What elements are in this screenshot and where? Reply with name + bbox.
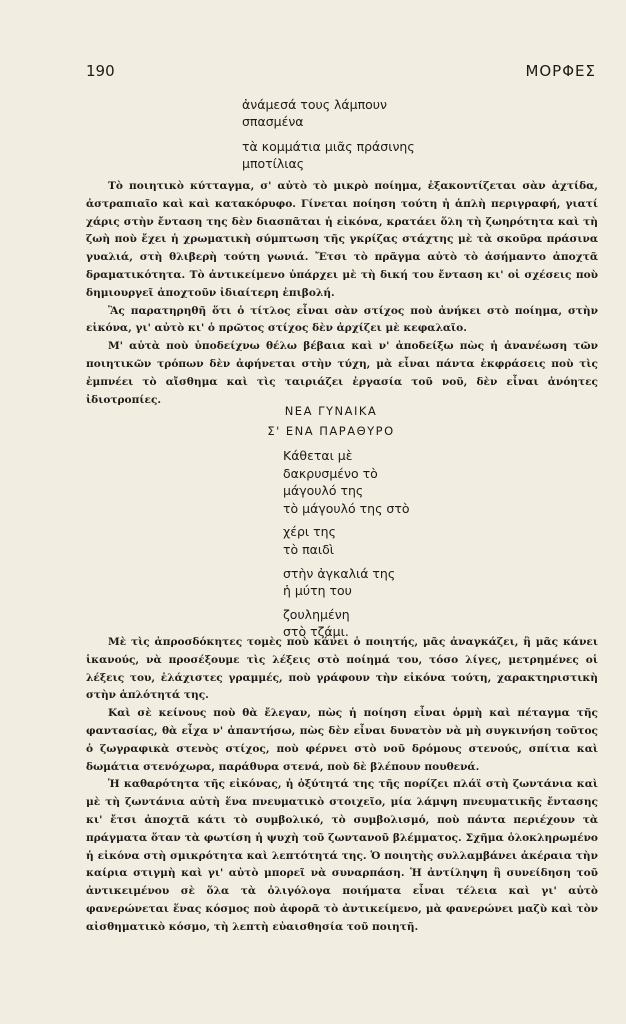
paragraph: Καὶ σὲ κείνους ποὺ θὰ ἔλεγαν, πὼς ἡ ποίηση εἶναι ὁρμὴ καὶ πέταγμα τῆς φαντασίας, θὰ εἶχα ν' ἀπαντήσω, πὼς δὲν εἶναι δυνατὸν νὰ μὴ συγκινήση τοῦτος ὁ ζωγραφικὰ στενὸς στίχος, ποὺ φέρνει στὸ νοῦ δρόμους στενούς, σπίτια καὶ δωμάτια στενόχωρα, παράθυρα στενά, ποὺ δὲ βλέπουν πουθενά. (86, 707, 598, 773)
poem-stanza (242, 96, 415, 130)
poem-line: σπασμένα (242, 114, 304, 129)
poem-stanza (242, 138, 415, 172)
page-header (0, 62, 626, 84)
journal-title: ΜΟΡΦΕΣ (525, 62, 596, 80)
page-number: 190 (86, 62, 115, 80)
paragraph: Μ' αὐτὰ ποὺ ὑποδείχνω θέλω βέβαια καὶ ν' ἀποδείξω πὼς ἡ ἀνανέωση τῶν ποιητικῶν τρόπων δὲν ἀφήνεται στὴν τύχη, μὰ εἶναι πάντα ἐκφράσεις ποὺ τὶς ἐμπνέει τὸ αἴσθημα καὶ τὶς ταιριάζει ἐργασία τοῦ νοῦ, δὲν εἶναι ἀνόητες ἰδιοτροπίες. (86, 340, 598, 406)
poem-stanza (283, 447, 410, 517)
poem-stanza (283, 565, 410, 600)
paragraph: Μὲ τὶς ἀπροσδόκητες τομὲς ποὺ κάνει ὁ ποιητής, μᾶς ἀναγκάζει, ἢ μᾶς κάνει ἱκανούς, νὰ προσέξουμε τὶς λέξεις στὸ ποίημά του, τόσο λίγες, μετρημένες οἱ λέξεις του, ἐλάχιστες γραμμές, ποὺ γράφουν τὴν εἰκόνα τούτη, χαρακτηριστικὴ στὴν ἁπλότητά της. (86, 636, 598, 702)
paragraph: Ἡ καθαρότητα τῆς εἰκόνας, ἡ ὀξύτητά της τῆς πορίζει πλάϊ στὴ ζωντάνια καὶ μὲ τὴ ζωντάνια αὐτὴ ἕνα πνευματικὸ στοιχεῖο, μία λάμψη πνευματικῆς ἔντασης κι' ἔτσι ἀποχτᾶ κάτι τὸ συμβολικό, τὸ συμβολισμό, ποὺ πάντα περιέχουν τὰ πράγματα ὅταν τὰ φωτίση ἡ ψυχὴ τοῦ ζωντανοῦ βλέμματος. Σχῆμα ὁλοκληρωμένο ἡ εἰκόνα στὴ σμικρότητα καὶ λεπτότητά της. Ὁ ποιητὴς συλλαμβάνει ἀκέραια τὴν καίρια στιγμὴ καὶ γι' αὐτὸ μπορεῖ νὰ συναρπάση. Ἡ ἀντίληψη ἢ συνείδηση τοῦ ἀντικειμένου σὲ ὅλα τὰ ὀλιγόλογα ποιήματα εἶναι τέλεια καὶ γι' αὐτὸ φανερώνεται ἕνας κόσμος ποὺ ἀφορᾶ τὸ ἀντικείμενο, μὰ φανερώνει μαζὺ καὶ τὸν αἰσθηματικὸ κόσμο, τὴ λεπτὴ εὐαισθησία τοῦ ποιητῆ. (86, 778, 598, 933)
poem-line: χέρι της (283, 524, 336, 540)
commentary-after (86, 634, 598, 937)
poem-line: ζουλημένη (283, 606, 350, 622)
poem-title: ΝΕΑ ΓΥΝΑΙΚΑ (284, 404, 378, 418)
poem-stanza (283, 523, 410, 558)
poem-line: στὴν ἀγκαλιά της (283, 565, 396, 581)
poem-line: τὸ μάγουλό της στὸ (283, 500, 410, 516)
poem-line: ἡ μύτη του (283, 583, 352, 599)
poem-line: μποτίλιας (242, 156, 305, 171)
poem-line: τὸ παιδὶ (283, 541, 335, 557)
paragraph: Τὸ ποιητικὸ κύτταγμα, σ' αὐτὸ τὸ μικρὸ ποίημα, ἐξακοντίζεται σὰν ἀχτίδα, ἀστραπιαῖο καὶ καὶ κατακόρυφο. Γίνεται ποίηση τούτη ἡ ἁπλὴ περιγραφή, γιατί χάρις στὴν ἔνταση της δὲν διασπᾶται ἡ εἰκόνα, κρατάει ὅλη τὴ ζωηρότητα καὶ τὴ ζωὴ ποὺ ἔχει ἡ χρωματικὴ σύμπτωση τῆς γκρίζας στάχτης μὲ τὰ σκοῦρα πράσινα γυαλιά, στὴ θλιβερὴ τούτη γωνιά. Ἔτσι τὸ πρᾶγμα αὐτὸ τὸ ἀσήμαντο ἀποχτᾶ δραματικότητα. Τὸ ἀντικείμενο ὑπάρχει μὲ τὴ δική του ἔνταση κι' οἱ σχέσεις ποὺ δημιουργεῖ ἀποχτοῦν ἰδιαίτερη ἐπιβολή. (86, 180, 598, 299)
poem-fragment (242, 96, 415, 180)
poem-line: μάγουλό της (283, 483, 364, 499)
poem-subtitle: Σ' ΕΝΑ ΠΑΡΑΘΥΡΟ (267, 424, 395, 438)
poem-line: ἀνάμεσά τους λάμπουν (242, 97, 388, 112)
poem-line: Κάθεται μὲ (283, 448, 353, 463)
poem-line: τὰ κομμάτια μιᾶς πράσινης (242, 139, 415, 154)
commentary-before (86, 178, 598, 409)
paragraph: Ἂς παρατηρηθῆ ὅτι ὁ τίτλος εἶναι σὰν στίχος ποὺ ἀνήκει στὸ ποίημα, στὴν εἰκόνα, γι' αὐτὸ κι' ὁ πρῶτος στίχος δὲν ἀρχίζει μὲ κεφαλαῖο. (86, 304, 598, 335)
poem-line: στὸ τζάμι. (283, 624, 349, 640)
poem-line: δακρυσμένο τὸ (283, 465, 378, 481)
poem-body (283, 447, 410, 647)
